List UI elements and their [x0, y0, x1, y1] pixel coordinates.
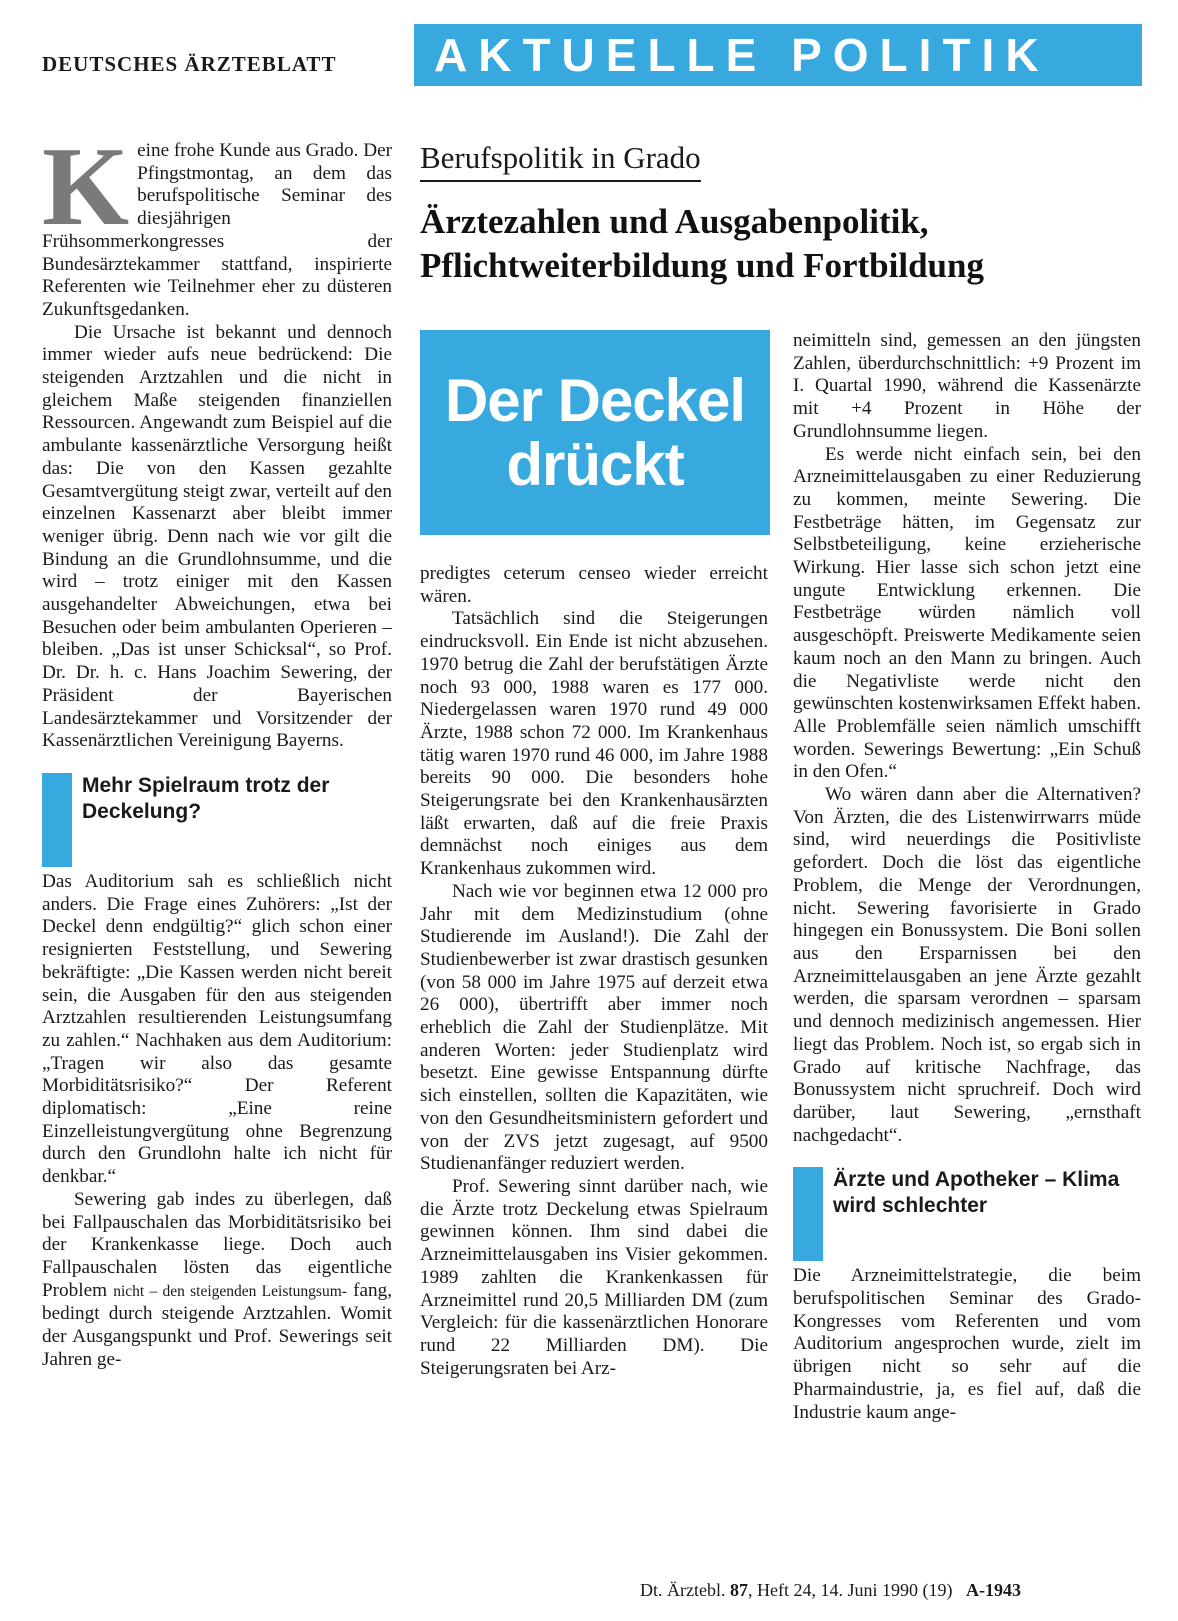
subheading-block [793, 1167, 1141, 1257]
paragraph-text: fang, bedingt durch steigende Arztzahlen. Womit der Ausgangspunkt und Prof. Sewerings seit Jahren ge- [42, 1279, 392, 1370]
journal-name: DEUTSCHES ÄRZTEBLATT [42, 52, 337, 76]
subheading: Mehr Spielraum trotz der Deckelung? [82, 773, 330, 823]
section-banner: AKTUELLE POLITIK [414, 24, 1142, 86]
column-2 [420, 563, 768, 1380]
column-3 [793, 330, 1141, 1424]
paragraph [42, 1189, 392, 1372]
kicker: Berufspolitik in Grado [420, 140, 701, 182]
paragraph: neimitteln sind, gemessen an den jüngsten Zahlen, überdurchschnittlich: +9 Prozent im I. Quartal 1990, während die Kassenärzte mit +4 Prozent in Höhe der Grundlohnsumme liegen. [793, 330, 1141, 442]
paragraph: Die Arzneimittelstrategie, die beim berufspolitischen Seminar des Grado-Kongresses vom Referenten und vom Auditorium angesprochen wurde, zielt im übrigen nicht so sehr auf die Pharmaindustrie, ja, es fiel auf, daß die Industrie kaum ange- [793, 1265, 1141, 1423]
headline: Ärztezahlen und Ausgabenpolitik, Pflichtweiterbildung und Fortbildung [420, 202, 984, 285]
citation-prefix: Dt. Ärztebl. [640, 1580, 726, 1600]
volume-number: 87 [729, 1580, 748, 1600]
drop-cap: K [42, 125, 130, 249]
citation-rest: , Heft 24, 14. Juni 1990 (19) [747, 1580, 953, 1600]
teaser-box [420, 330, 770, 535]
subheading: Ärzte und Apotheker – Klima wird schlechter [833, 1168, 1120, 1218]
paragraph: Das Auditorium sah es schließlich nicht anders. Die Frage eines Zuhörers: „Ist der Deckel denn endgültig?“ glich schon einer resignierten Feststellung, und Sewering bekräftigte: „Die Kassen werden nicht bereit sein, die Ausgaben für den aus steigenden Arztzahlen resultierenden Leistungsumfang zu zahlen.“ Nachhaken aus dem Auditorium: „Tragen wir also das gesamte Morbiditätsrisiko?“ Der Referent diplomatisch: „Eine reine Einzelleistungvergütung ohne Begrenzung durch den Grundlohn halte ich nicht für denkbar.“ [42, 870, 392, 1188]
paragraph-text: Sewering gab indes zu überlegen, daß bei Fallpauschalen das Morbiditätsrisiko bei der Krankenkasse liege. Doch auch Fallpauschalen lösten das eigentliche Problem [42, 1188, 392, 1301]
teaser-line: drückt [506, 430, 684, 498]
paragraph: Die Ursache ist bekannt und dennoch immer wieder aufs neue bedrückend: Die steigenden Arztzahlen und die nicht in gleichem Maße steigenden finanziellen Ressourcen. Angewandt zum Beispiel auf die ambulante kassenärztliche Versorgung heißt das: Die von den Kassen gezahlte Gesamtvergütung steigt zwar, verteilt auf den einzelnen Kassenarzt aber bleibt immer weniger übrig. Denn nach wie vor gilt die Bindung an die Grundlohnsumme, und die wird – trotz einiger mit den Kassen ausgehandelter Abweichungen, etwa bei Besuchen oder beim ambulanten Operieren – bleiben. „Das ist unser Schicksal“, so Prof. Dr. Dr. h. c. Hans Joachim Sewering, der Präsident der Bayerischen Landesärztekammer und Vorsitzender der Kassenärztlichen Vereinigung Bayerns. [42, 321, 392, 752]
subheading-accent-bar [42, 773, 72, 867]
paragraph: Nach wie vor beginnen etwa 12 000 pro Jahr mit dem Medizinstudium (ohne Studierende im Ausland!). Die Zahl der Studienbewerber ist zwar drastisch gesunken (von 58 000 im Jahre 1975 auf derzeit etwa 26 000), übertrifft aber immer noch erheblich die Zahl der Studienplätze. Mit anderen Worten: jeder Studienplatz wird besetzt. Eine gewisse Entspannung dürfte sich einstellen, sollten die Kapazitäten, wie von den Gesundheitsministern gefordert und von der ZVS jetzt zugesagt, auf 9500 Studienanfänger reduziert werden. [420, 880, 768, 1175]
subheading-block [42, 773, 392, 863]
paragraph: Prof. Sewering sinnt darüber nach, wie die Ärzte trotz Deckelung etwas Spielraum gewinnen können. Ihm sind dabei die Arzneimittelausgaben ins Visier gekommen. 1989 zahlten die Krankenkassen für Arzneimittel rund 20,5 Milliarden DM (zum Vergleich: für die kassenärztlichen Honorare rund 22 Milliarden DM). Die Steigerungsraten bei Arz- [420, 1175, 768, 1379]
intro-text: eine frohe Kunde aus Grado. Der Pfingstmontag, an dem das berufspolitische Seminar des diesjährigen Frühsommerkongresses der Bundesärztekammer stattfand, inspirierte Referenten wie Teilnehmer eher zu düsteren Zukunftsgedanken. [42, 140, 392, 320]
paragraph: predigtes ceterum censeo wieder erreicht wären. [420, 563, 768, 607]
paragraph: Wo wären dann aber die Alternativen? Von Ärzten, die des Listenwirrwarrs müde sind, wird neuerdings die Positivliste gefordert. Doch die löst das eigentliche Problem, die Menge der Verordnungen, nicht. Sewering favorisierte in Grado hingegen ein Bonussystem. Die Boni sollen aus den Ersparnissen bei den Arzneimittelausgaben an jene Ärzte gezahlt werden, die sparsam verordnen – sparsam und dennoch medizinisch angemessen. Hier liegt das Problem. Noch ist, so ergab sich in Grado auf kritische Nachfrage, das Bonussystem nicht spruchreif. Doch wird darüber, laut Sewering, „ernsthaft nachgedacht“. [793, 784, 1141, 1146]
subheading-accent-bar [793, 1167, 823, 1261]
page-number: A-1943 [965, 1580, 1021, 1600]
paragraph: Es werde nicht einfach sein, bei den Arzneimittelausgaben zu einer Reduzierung zu kommen, meinte Sewering. Die Festbeträge hätten, im Gegensatz zur Selbstbeteiligung, keine erzieherische Wirkung. Hier lasse sich schon jetzt eine ungute Entwicklung erkennen. Die Festbeträge würden nämlich voll ausgeschöpft. Preiswerte Medikamente seien kaum noch an den Mann zu bringen. Auch die Negativliste werde nicht den gewünschten kostenwirksamen Effekt haben. Alle Problemfälle seien nämlich umschifft worden. Sewerings Bewertung: „Ein Schuß in den Ofen.“ [793, 443, 1141, 783]
paragraph-text-small: nicht – den steigenden Leistungsum- [113, 1282, 347, 1300]
intro-paragraph [42, 125, 392, 322]
teaser-line: Der Deckel [444, 366, 746, 434]
page-footer [640, 1580, 1021, 1601]
paragraph: Tatsächlich sind die Steigerungen eindrucksvoll. Ein Ende ist nicht abzusehen. 1970 betrug die Zahl der berufstätigen Ärzte noch 93 000, 1988 waren es 177 000. Niedergelassen waren 1970 rund 49 000 Ärzte, 1988 schon 72 000. Im Krankenhaus tätig waren 1970 rund 46 000, im Jahre 1988 bereits 90 000. Die besonders hohe Steigerungsrate bei den Krankenhausärzten läßt erwarten, daß auf die freie Praxis demnächst noch einiges aus dem Krankenhaus zukommen wird. [420, 608, 768, 880]
column-1 [42, 125, 392, 1371]
